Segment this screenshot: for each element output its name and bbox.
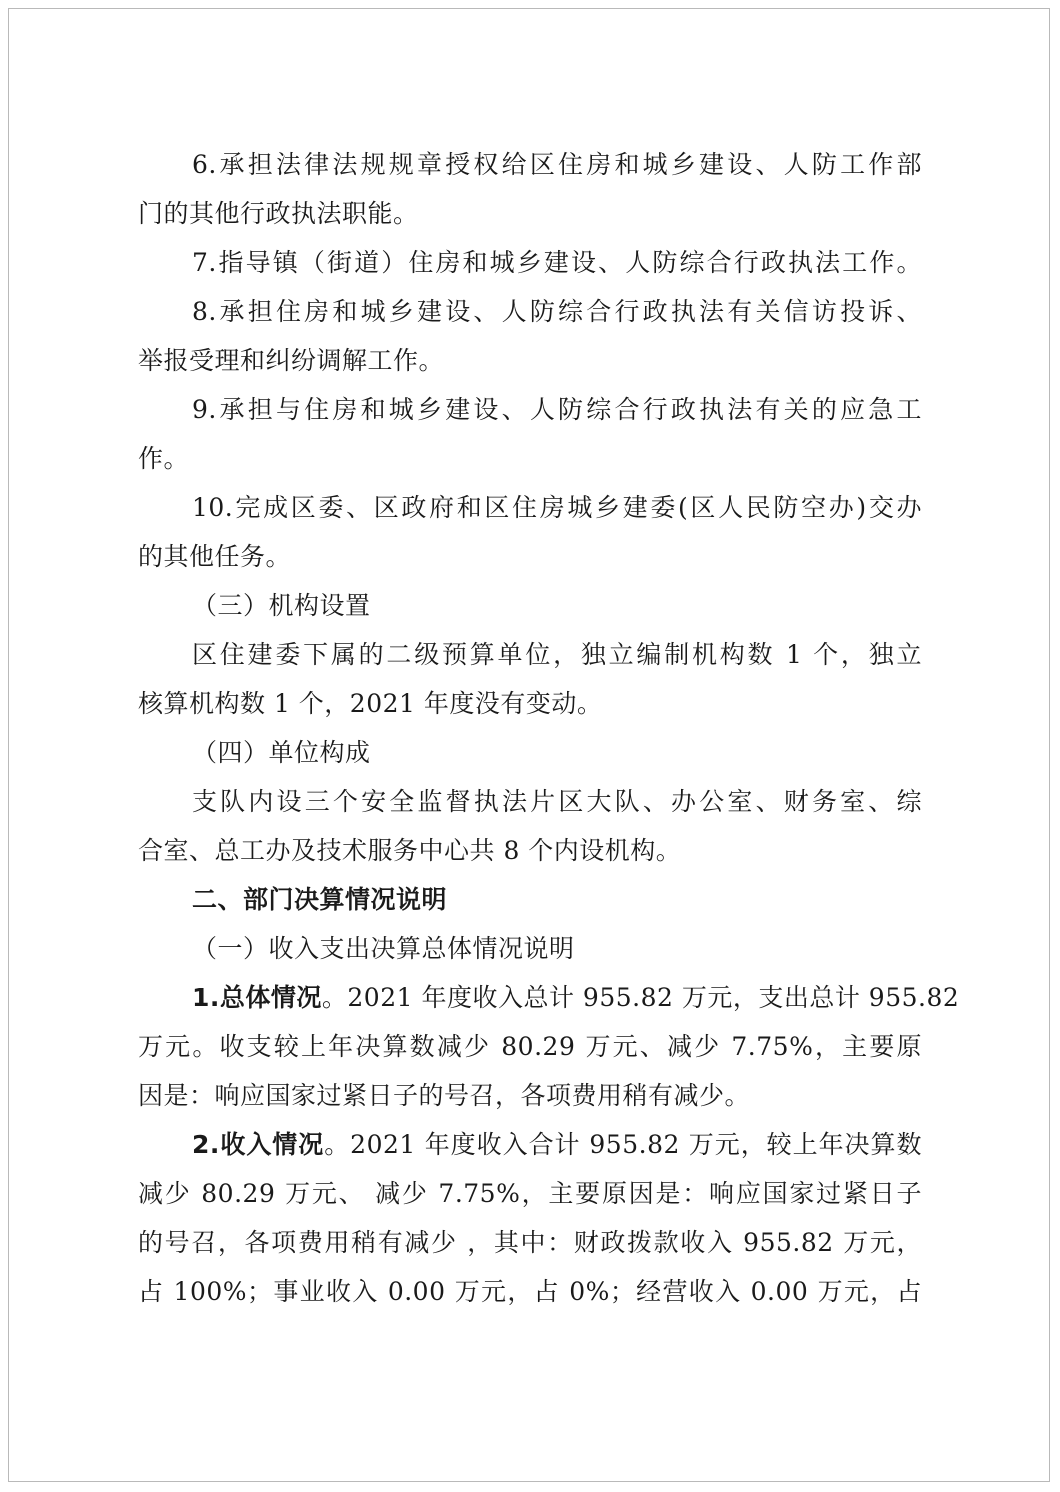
text-line: 9.承担与住房和城乡建设、人防综合行政执法有关的应急工: [192, 395, 922, 424]
section-heading: （一）收入支出决算总体情况说明: [192, 934, 575, 963]
text-line: 支队内设三个安全监督执法片区大队、办公室、财务室、综: [192, 787, 922, 816]
paragraph-text: 。2021 年度收入合计 955.82 万元，较上年决算数: [324, 1130, 922, 1159]
document-body: [138, 140, 960, 1316]
text-line: 核算机构数 1 个，2021 年度没有变动。: [138, 689, 603, 718]
text-line: 合室、总工办及技术服务中心共 8 个内设机构。: [138, 836, 682, 865]
text-line: 7.指导镇（街道）住房和城乡建设、人防综合行政执法工作。: [192, 248, 922, 277]
text-line: 占 100%；事业收入 0.00 万元，占 0%；经营收入 0.00 万元，占: [138, 1277, 922, 1306]
text-line: 区住建委下属的二级预算单位，独立编制机构数 1 个，独立: [192, 640, 922, 669]
paragraph-lead: 2.收入情况: [192, 1130, 325, 1159]
text-line: 10.完成区委、区政府和区住房城乡建委(区人民防空办)交办: [192, 493, 922, 522]
text-line: 因是：响应国家过紧日子的号召，各项费用稍有减少。: [138, 1081, 751, 1110]
text-line: 门的其他行政执法职能。: [138, 199, 419, 228]
text-line: 的号召，各项费用稍有减少 ，其中：财政拨款收入 955.82 万元，: [138, 1228, 922, 1257]
paragraph-lead: 1.总体情况: [192, 983, 322, 1012]
section-heading: （四）单位构成: [192, 738, 371, 767]
paragraph-text: 。2021 年度收入总计 955.82 万元，支出总计 955.82: [321, 983, 960, 1012]
chapter-heading: 二、部门决算情况说明: [192, 885, 448, 914]
text-line: [138, 973, 960, 1022]
text-line: 6.承担法律法规规章授权给区住房和城乡建设、人防工作部: [192, 150, 922, 179]
text-line: 举报受理和纠纷调解工作。: [138, 346, 445, 375]
section-heading: （三）机构设置: [192, 591, 371, 620]
text-line: [138, 1120, 922, 1169]
text-line: 万元。收支较上年决算数减少 80.29 万元、减少 7.75%，主要原: [138, 1032, 922, 1061]
text-line: 作。: [138, 444, 190, 473]
text-line: 减少 80.29 万元、 减少 7.75%，主要原因是：响应国家过紧日子: [138, 1179, 922, 1208]
text-line: 8.承担住房和城乡建设、人防综合行政执法有关信访投诉、: [192, 297, 922, 326]
text-line: 的其他任务。: [138, 542, 292, 571]
